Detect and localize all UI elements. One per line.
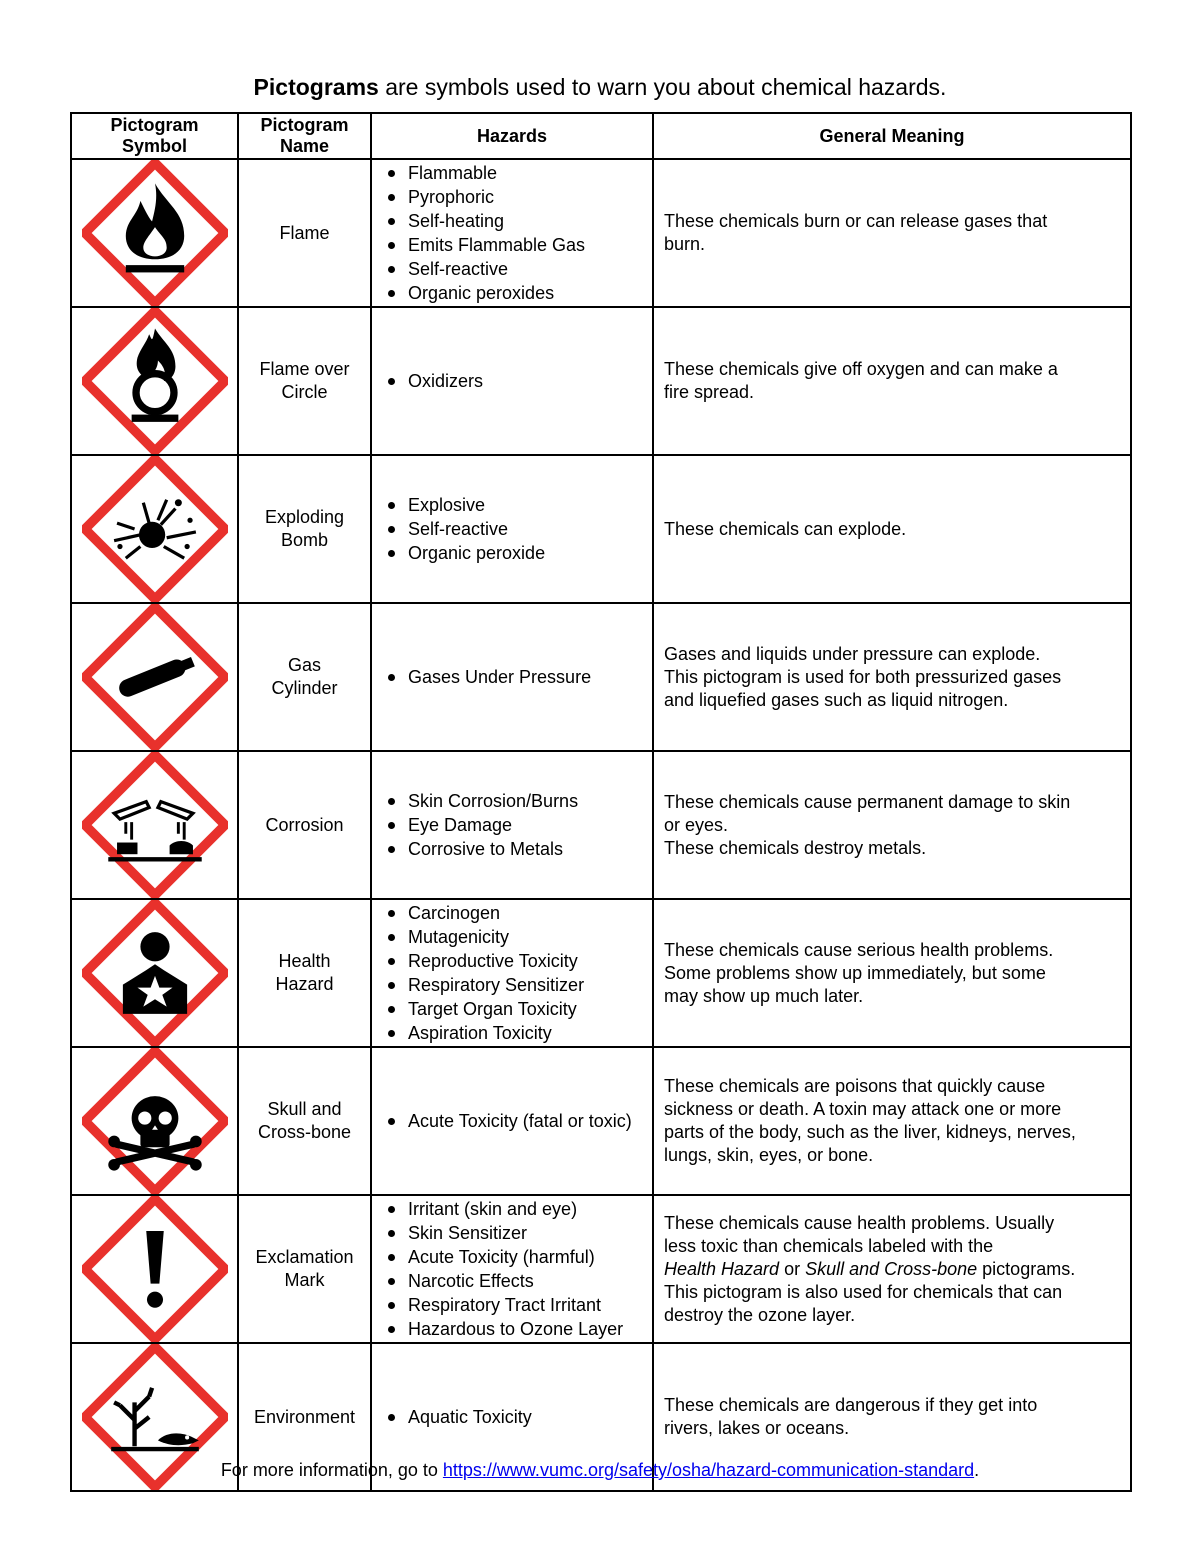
hazard-item: Acute Toxicity (fatal or toxic) [386,1109,646,1133]
hazard-item: Self-reactive [386,517,646,541]
general-meaning [653,751,1131,899]
exploding-bomb-icon [82,456,228,602]
page-title [0,72,1200,102]
table-row [71,603,1131,751]
footer-prefix: For more information, go to [220,1460,443,1480]
hazard-item: Emits Flammable Gas [386,233,646,257]
meaning-line: sickness or death. A toxin may attack one or more [664,1099,1062,1119]
meaning-line: less toxic than chemicals labeled with the [664,1235,994,1256]
meaning-line: These chemicals can explode. [664,518,907,539]
hazard-item: Skin Corrosion/Burns [386,789,646,813]
hazards-list [371,751,653,899]
hazards-list [371,1047,653,1195]
meaning-line: This pictogram is used for both pressurized gases [664,666,1062,687]
hazard-item: Target Organ Toxicity [386,997,646,1021]
health-hazard-icon [82,900,228,1046]
hazards-list [371,603,653,751]
skull-crossbones-icon [82,1048,228,1194]
col-header-hazards: Hazards [371,113,653,159]
pictogram-symbol [71,455,238,603]
meaning-line: or eyes. [664,814,729,835]
pictogram-name: Exclamation Mark [238,1195,371,1343]
hazard-item: Respiratory Sensitizer [386,973,646,997]
hazard-item: Corrosive to Metals [386,837,646,861]
pictogram-symbol [71,307,238,455]
hazards-list [371,159,653,307]
meaning-line: These chemicals cause health problems. Usually [664,1212,1055,1233]
meaning-line: Some problems show up immediately, but some [664,962,1046,983]
hazards-list [371,455,653,603]
meaning-line: These chemicals destroy metals. [664,837,927,858]
meaning-line: These chemicals are dangerous if they get into [664,1395,1038,1415]
meaning-line: lungs, skin, eyes, or bone. [664,1145,874,1165]
pictogram-symbol [71,603,238,751]
footer [0,1460,1200,1481]
hazard-item: Organic peroxides [386,281,646,305]
table-row [71,899,1131,1047]
hazard-item: Gases Under Pressure [386,665,646,689]
corrosion-icon [82,752,228,898]
general-meaning [653,159,1131,307]
meaning-line: parts of the body, such as the liver, kidneys, nerves, [664,1122,1076,1142]
hazard-item: Eye Damage [386,813,646,837]
table-row [71,1195,1131,1343]
hazard-item: Explosive [386,493,646,517]
pictogram-name: Skull and Cross-bone [238,1047,371,1195]
hazard-item: Reproductive Toxicity [386,949,646,973]
general-meaning [653,603,1131,751]
pictogram-name: Environment [238,1343,371,1491]
meaning-line: Gases and liquids under pressure can explode. [664,643,1041,664]
general-meaning [653,455,1131,603]
table-row [71,159,1131,307]
table-header-row [71,113,1131,159]
hazard-item: Irritant (skin and eye) [386,1197,646,1221]
flame-icon [82,160,228,306]
pictogram-table [70,112,1132,1492]
title-rest: are symbols used to warn you about chemical hazards. [378,74,947,100]
meaning-line: and liquefied gases such as liquid nitrogen. [664,689,1009,710]
meaning-line: These chemicals burn or can release gases that [664,211,1048,231]
col-header-name: Pictogram Name [238,113,371,159]
hazard-item: Flammable [386,161,646,185]
hazard-item: Skin Sensitizer [386,1221,646,1245]
flame-over-circle-icon [82,308,228,454]
table-row [71,455,1131,603]
meaning-line: This pictogram is also used for chemicals that can [664,1281,1063,1302]
general-meaning [653,307,1131,455]
table-row [71,751,1131,899]
meaning-line: destroy the ozone layer. [664,1304,856,1325]
pictogram-name: Health Hazard [238,899,371,1047]
hazard-item: Organic peroxide [386,541,646,565]
meaning-line: rivers, lakes or oceans. [664,1418,850,1438]
hazard-item: Self-reactive [386,257,646,281]
gas-cylinder-icon [82,604,228,750]
pictogram-name: Flame [238,159,371,307]
meaning-line: These chemicals are poisons that quickly cause [664,1076,1046,1096]
hazard-item: Self-heating [386,209,646,233]
hazard-item: Acute Toxicity (harmful) [386,1245,646,1269]
meaning-line: These chemicals give off oxygen and can make a [664,359,1058,379]
footer-link[interactable]: https://www.vumc.org/safety/osha/hazard-communication-standard [442,1460,975,1480]
footer-suffix: . [974,1460,980,1480]
hazards-list [371,899,653,1047]
general-meaning [653,1195,1131,1343]
meaning-line: fire spread. [664,382,755,402]
pictogram-symbol [71,751,238,899]
col-header-meaning: General Meaning [653,113,1131,159]
hazard-item: Respiratory Tract Irritant [386,1293,646,1317]
general-meaning [653,899,1131,1047]
hazard-item: Pyrophoric [386,185,646,209]
pictogram-symbol [71,159,238,307]
meaning-line: Health Hazard or Skull and Cross-bone pictograms. [664,1258,1076,1279]
pictogram-symbol [71,899,238,1047]
hazard-item: Hazardous to Ozone Layer [386,1317,646,1341]
meaning-line: may show up much later. [664,985,864,1006]
hazard-item: Narcotic Effects [386,1269,646,1293]
hazard-item: Carcinogen [386,901,646,925]
pictogram-symbol [71,1195,238,1343]
hazard-item: Mutagenicity [386,925,646,949]
general-meaning [653,1047,1131,1195]
hazards-list [371,1195,653,1343]
hazard-item: Oxidizers [386,369,646,393]
meaning-line: These chemicals cause serious health problems. [664,939,1054,960]
pictogram-name: Corrosion [238,751,371,899]
hazard-item: Aquatic Toxicity [386,1405,646,1429]
pictogram-name: Gas Cylinder [238,603,371,751]
table-row [71,1047,1131,1195]
hazard-item: Aspiration Toxicity [386,1021,646,1045]
meaning-line: These chemicals cause permanent damage to skin [664,791,1071,812]
hazards-list [371,307,653,455]
table-row [71,307,1131,455]
pictogram-symbol [71,1047,238,1195]
col-header-symbol: Pictogram Symbol [71,113,238,159]
title-bold: Pictograms [253,74,379,100]
pictogram-name: Exploding Bomb [238,455,371,603]
meaning-line: burn. [664,234,706,254]
pictogram-name: Flame over Circle [238,307,371,455]
exclamation-mark-icon [82,1196,228,1342]
